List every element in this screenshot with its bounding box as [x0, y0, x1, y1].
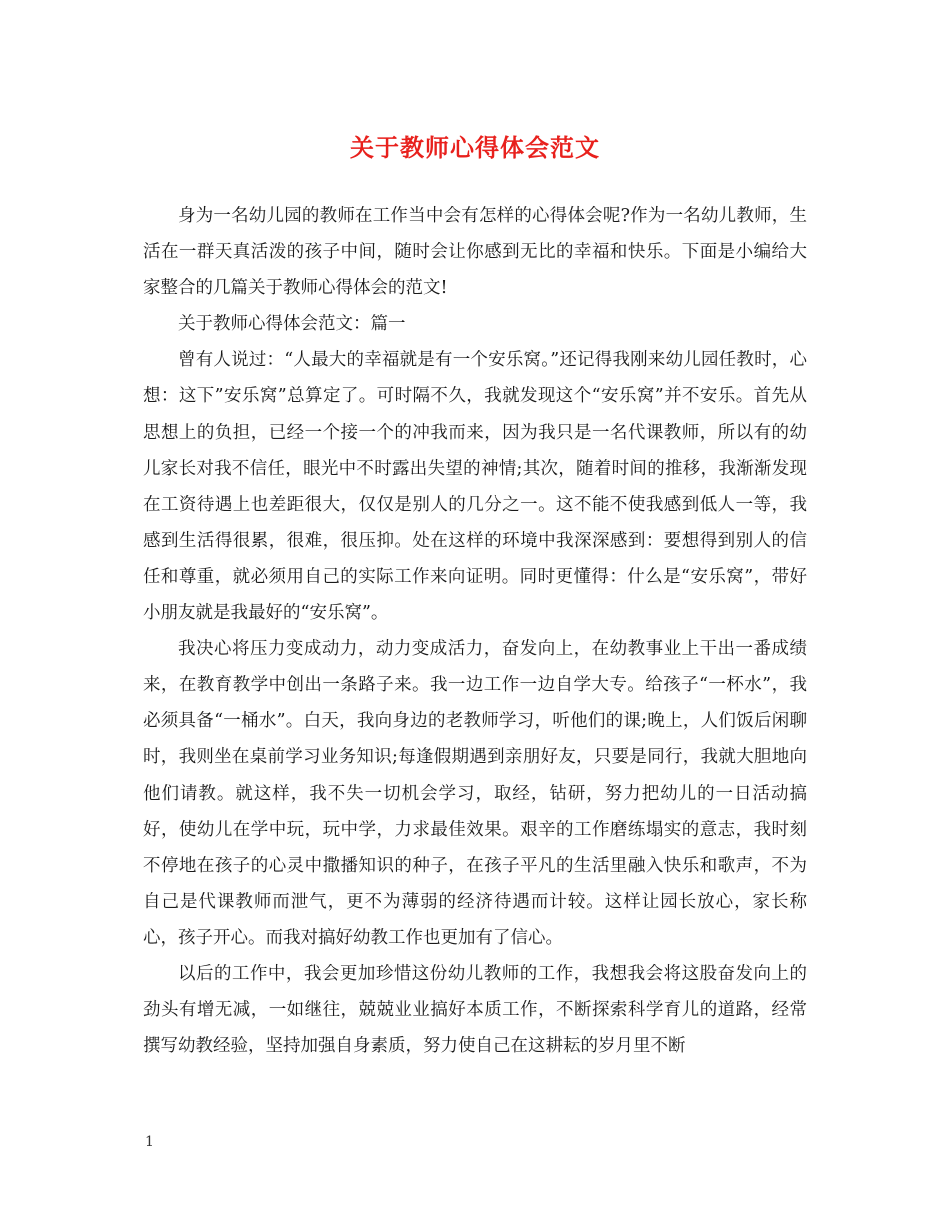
document-body — [143, 198, 807, 1064]
document-title: 关于教师心得体会范文 — [350, 133, 600, 162]
page-number: 1 — [145, 1134, 154, 1150]
body-paragraph: 以后的工作中，我会更加珍惜这份幼儿教师的工作，我想我会将这股奋发向上的劲头有增无减，一如继往，兢兢业业搞好本质工作，不断探索科学育儿的道路，经常撰写幼教经验，坚持加强自身素质，努力使自己在这耕耘的岁月里不断 — [143, 963, 807, 1057]
body-paragraph: 我决心将压力变成动力，动力变成活力，奋发向上，在幼教事业上干出一番成绩来，在教育教学中创出一条路子来。我一边工作一边自学大专。给孩子“一杯水”，我必须具备“一桶水”。白天，我向身边的老教师学习，听他们的课;晚上，人们饭后闲聊时，我则坐在桌前学习业务知识;每逢假期遇到亲朋好友，只要是同行，我就大胆地向他们请教。就这样，我不失一切机会学习，取经，钻研，努力把幼儿的一日活动搞好，使幼儿在学中玩，玩中学，力求最佳效果。艰辛的工作磨练塌实的意志，我时刻不停地在孩子的心灵中撒播知识的种子，在孩子平凡的生活里融入快乐和歌声，不为自己是代课教师而泄气，更不为薄弱的经济待遇而计较。这样让园长放心，家长称心，孩子开心。而我对搞好幼教工作也更加有了信心。 — [143, 639, 807, 948]
section-heading: 关于教师心得体会范文：篇一 — [178, 314, 406, 335]
intro-paragraph: 身为一名幼儿园的教师在工作当中会有怎样的心得体会呢?作为一名幼儿教师，生活在一群天真活泼的孩子中间，随时会让你感到无比的幸福和快乐。下面是小编给大家整合的几篇关于教师心得体会的范文! — [143, 206, 807, 299]
body-paragraph: 曾有人说过：“人最大的幸福就是有一个安乐窝。”还记得我刚来幼儿园任教时，心想：这下”安乐窝”总算定了。可时隔不久，我就发现这个“安乐窝”并不安乐。首先从思想上的负担，已经一个接一个的冲我而来，因为我只是一名代课教师，所以有的幼儿家长对我不信任，眼光中不时露出失望的神情;其次，随着时间的推移，我渐渐发现在工资待遇上也差距很大，仅仅是别人的几分之一。这不能不使我感到低人一等，我感到生活得很累，很难，很压抑。处在这样的环境中我深深感到：要想得到别人的信任和尊重，就必须用自己的实际工作来向证明。同时更懂得：什么是“安乐窝”，带好小朋友就是我最好的“安乐窝”。 — [143, 350, 807, 624]
